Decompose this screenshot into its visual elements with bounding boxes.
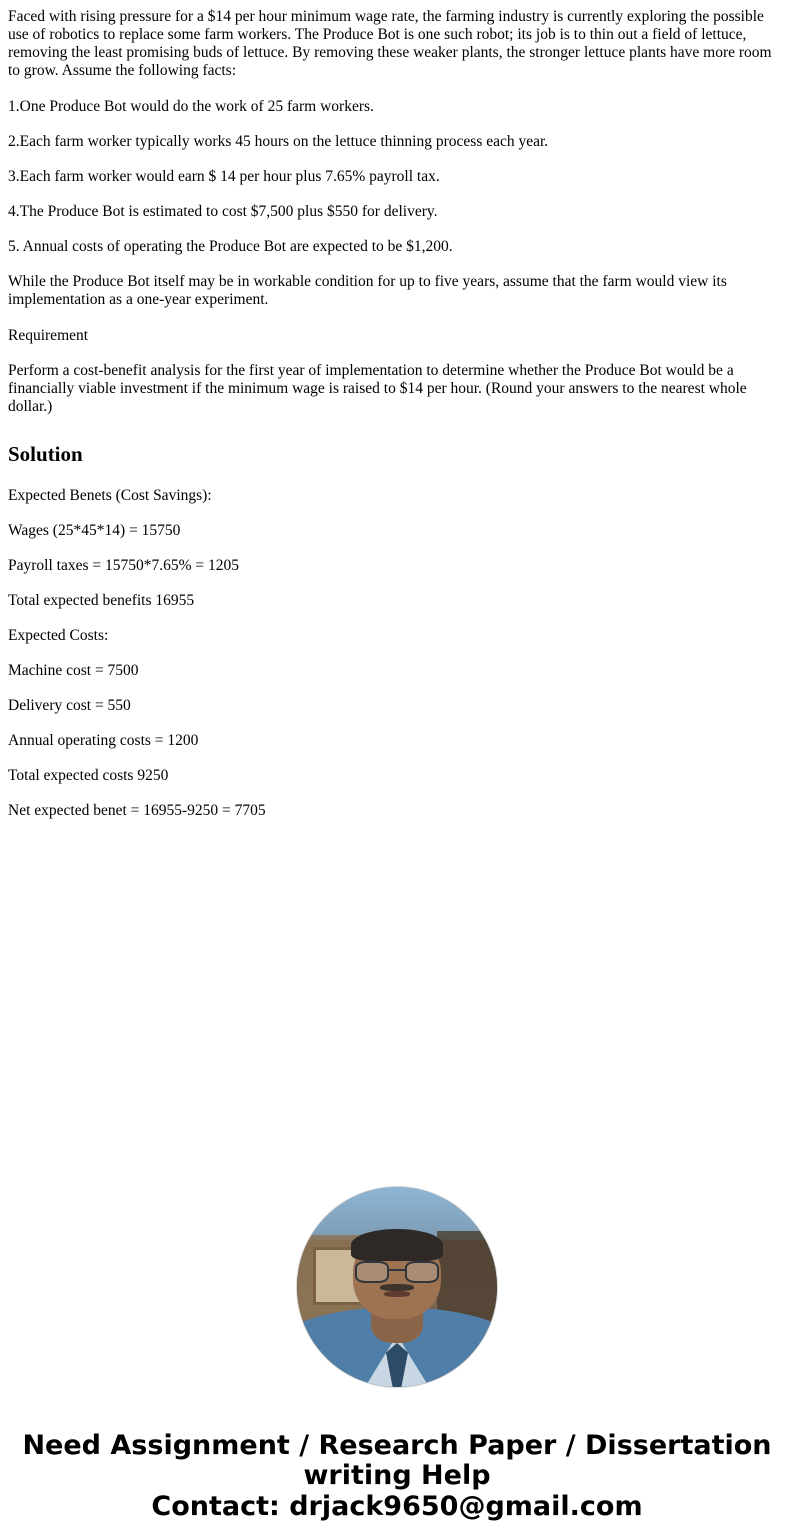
fact-item-1: 1.One Produce Bot would do the work of 25 farm workers. [8, 98, 374, 115]
avatar-glasses-right-lens [405, 1261, 439, 1283]
requirement-heading: Requirement [8, 327, 89, 344]
fact-item-4: 4.The Produce Bot is estimated to cost $7,500 plus $550 for delivery. [8, 203, 438, 220]
avatar-glasses-bridge [388, 1269, 406, 1271]
solution-line-2: Wages (25*45*14) = 15750 [8, 522, 181, 539]
fact-item-3: 3.Each farm worker would earn $ 14 per hour plus 7.65% payroll tax. [8, 168, 440, 185]
avatar-container [8, 1187, 786, 1387]
fact-item-5: 5. Annual costs of operating the Produce Bot are expected to be $1,200. [8, 238, 453, 255]
solution-line-3: Payroll taxes = 15750*7.65% = 1205 [8, 557, 240, 574]
footer-contact-email[interactable]: Contact: drjack9650@gmail.com [151, 1491, 643, 1522]
footer-promo [8, 1431, 786, 1522]
avatar-mouth [384, 1291, 410, 1297]
fact-item-2: 2.Each farm worker typically works 45 hours on the lettuce thinning process each year. [8, 133, 549, 150]
avatar [297, 1187, 497, 1387]
content-spacer [8, 837, 786, 1167]
assumption-paragraph: While the Produce Bot itself may be in workable condition for up to five years, assume that the farm would view its implementation as a one-year experiment. [8, 273, 727, 308]
solution-line-1: Expected Benets (Cost Savings): [8, 487, 212, 504]
avatar-glasses-left-lens [355, 1261, 389, 1283]
solution-line-4: Total expected benefits 16955 [8, 592, 195, 609]
solution-line-8: Annual operating costs = 1200 [8, 732, 199, 749]
solution-line-9: Total expected costs 9250 [8, 767, 169, 784]
footer-line-1: Need Assignment / Research Paper / Dissertation [22, 1430, 772, 1461]
solution-line-7: Delivery cost = 550 [8, 697, 131, 714]
footer-line-2: writing Help [303, 1460, 491, 1491]
solution-line-5: Expected Costs: [8, 627, 109, 644]
avatar-mustache [380, 1284, 414, 1291]
solution-line-6: Machine cost = 7500 [8, 662, 139, 679]
requirement-paragraph: Perform a cost-benefit analysis for the first year of implementation to determine whether the Produce Bot would be a financially viable investment if the minimum wage is raised to $14 per hour. (Round your answers to the nearest whole dollar.) [8, 362, 747, 415]
intro-paragraph: Faced with rising pressure for a $14 per hour minimum wage rate, the farming industry is currently exploring the possible use of robotics to replace some farm workers. The Produce Bot is one such robot; its job is to thin out a field of lettuce, removing the least promising buds of lettuce. By removing these weaker plants, the stronger lettuce plants have more room to grow. Assume the following facts: [8, 8, 772, 79]
solution-heading: Solution [8, 442, 83, 466]
solution-line-10: Net expected benet = 16955-9250 = 7705 [8, 802, 266, 819]
avatar-hair [351, 1229, 443, 1261]
